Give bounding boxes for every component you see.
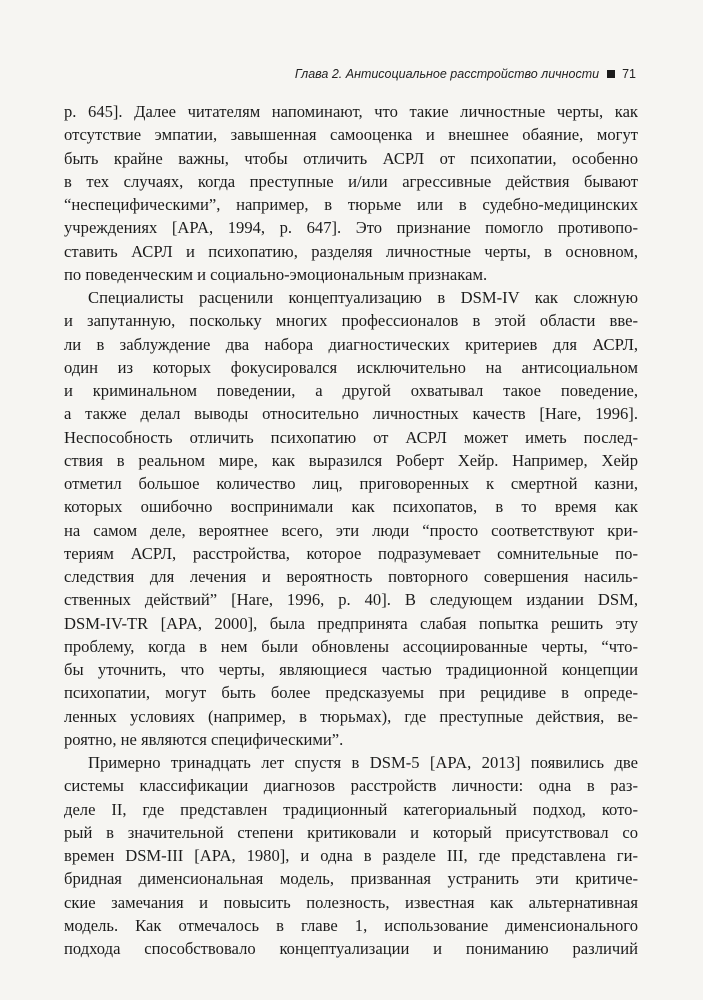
text-line: учреждениях [APA, 1994, р. 647]. Это признание помогло противопо-	[64, 218, 638, 238]
text-line: подхода способствовало концептуализации и пониманию различий	[64, 939, 638, 958]
text-line: бы уточнить, что черты, являющиеся частью традиционной концепции	[64, 660, 638, 679]
text-line: в тех случаях, когда преступные и/или агрессивные действия бывают	[64, 171, 638, 191]
text-line: отсутствие эмпатии, завышенная самооценка и внешнее обаяние, могут	[64, 125, 638, 145]
text-line: проблему, когда в нем были обновлены ассоциированные черты, “что-	[64, 636, 638, 656]
text-line: которых ошибочно воспринимали как психопатов, в то время как	[64, 497, 638, 517]
text-line: териям АСРЛ, расстройства, которое подразумевает сомнительные по-	[64, 543, 638, 563]
running-header	[60, 67, 636, 81]
text-line: быть крайне важны, чтобы отличить АСРЛ от психопатии, особенно	[64, 148, 638, 168]
page-number: 71	[622, 67, 636, 81]
text-line: р. 645]. Далее читателям напоминают, что такие личностные черты, как	[64, 102, 638, 121]
chapter-title: Глава 2. Антисоциальное расстройство личности	[294, 67, 600, 81]
text-line: деле II, где представлен традиционный категориальный подход, кото-	[64, 799, 638, 819]
text-line: по поведенческим и социально-эмоциональным признакам.	[64, 264, 488, 284]
square-bullet-icon	[607, 70, 615, 78]
text-line: на самом деле, вероятнее всего, эти люди “просто соответствуют кри-	[64, 520, 638, 540]
text-line: системы классификации диагнозов расстройств личности: одна в раз-	[64, 776, 638, 796]
text-line: рый в значительной степени критиковали и который присутствовал со	[64, 822, 638, 842]
text-line: Специалисты расценили концептуализацию в DSM-IV как сложную	[88, 288, 638, 307]
text-line: ствия в реальном мире, как выразился Роберт Хейр. Например, Хейр	[64, 450, 638, 470]
text-line: и запутанную, поскольку многих профессионалов в этой области вве-	[64, 311, 638, 331]
text-line: следствия для лечения и вероятность повторного совершения насиль-	[64, 567, 638, 586]
text-line: ские замечания и повысить полезность, известная как альтернативная	[64, 892, 638, 912]
text-line: DSM-IV-TR [APA, 2000], была предпринята слабая попытка решить эту	[64, 613, 638, 633]
text-line: психопатии, могут быть более предсказуемы при рецидиве в опреде-	[64, 683, 638, 703]
text-line: ли в заблуждение два набора диагностических критериев для АСРЛ,	[64, 334, 638, 354]
text-line: модель. Как отмечалось в главе 1, использование дименсионального	[64, 915, 638, 935]
text-line: роятно, не являются специфическими”.	[64, 729, 344, 749]
text-line: отметил большое количество лиц, приговоренных к смертной казни,	[64, 474, 638, 493]
text-line: “неспецифическими”, например, в тюрьме или в судебно-медицинских	[64, 195, 638, 214]
text-line: ставить АСРЛ и психопатию, разделяя личностные черты, в основном,	[64, 241, 638, 261]
text-line: а также делал выводы относительно личностных качеств [Hare, 1996].	[64, 404, 638, 424]
text-line: времен DSM-III [APA, 1980], и одна в разделе III, где представлена ги-	[64, 846, 638, 865]
text-line: ственных действий” [Hare, 1996, р. 40]. В следующем издании DSM,	[64, 590, 638, 610]
text-line: Примерно тринадцать лет спустя в DSM-5 [APA, 2013] появились две	[88, 753, 638, 772]
text-line: и криминальном поведении, а другой охватывал такое поведение,	[64, 381, 638, 400]
body-text	[64, 100, 638, 960]
text-line: Неспособность отличить психопатию от АСРЛ может иметь послед-	[64, 427, 638, 447]
text-line: ленных условиях (например, в тюрьмах), где преступные действия, ве-	[64, 706, 638, 726]
text-line: один из которых фокусировался исключительно на антисоциальном	[64, 357, 638, 377]
text-line: бридная дименсиональная модель, призванная устранить эти критиче-	[64, 869, 638, 889]
